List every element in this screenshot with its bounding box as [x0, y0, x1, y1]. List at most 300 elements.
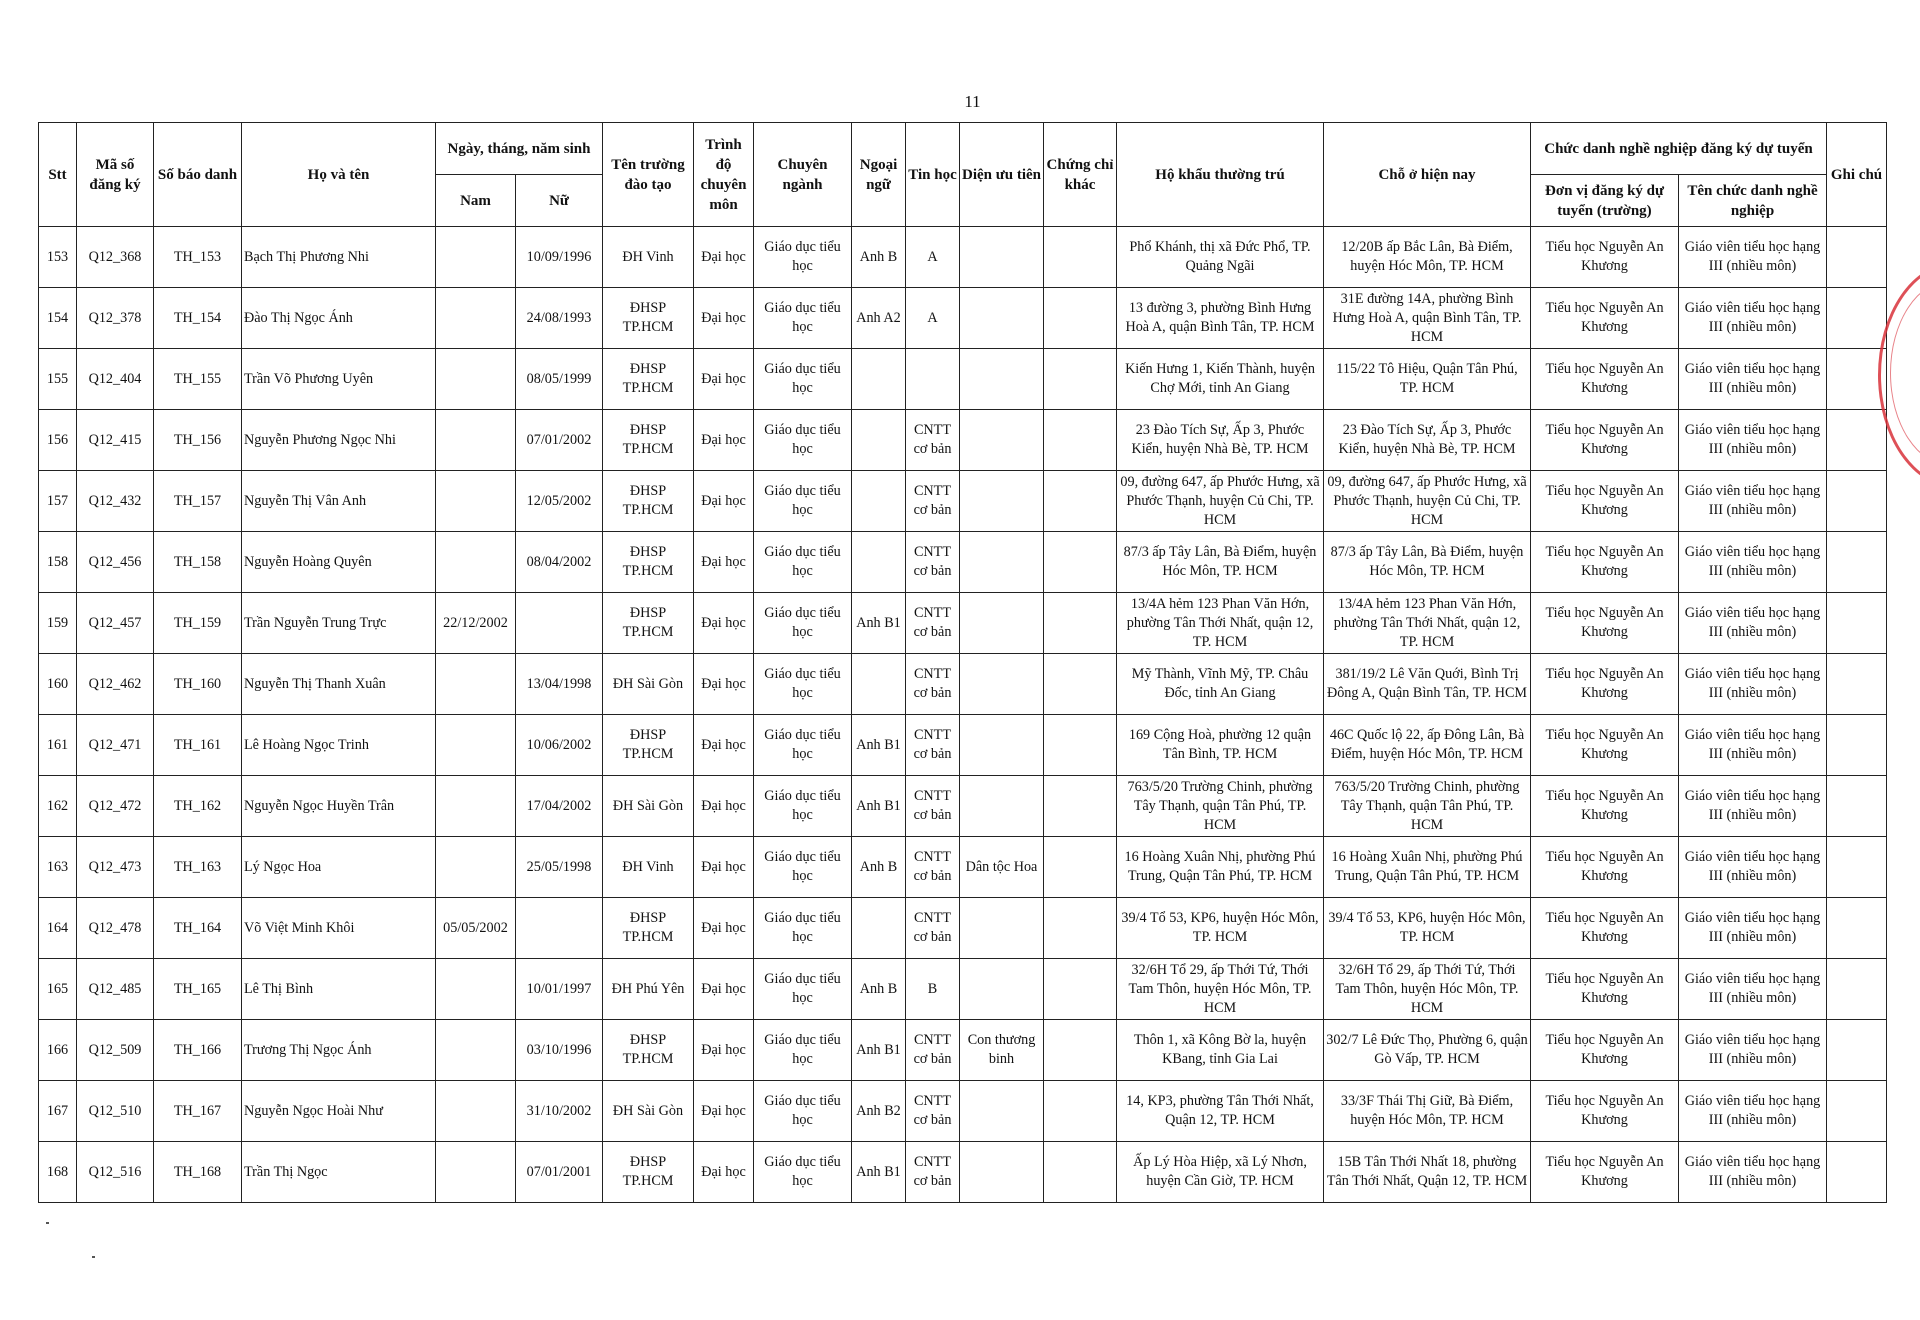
cell-so-bao-danh: TH_155 — [154, 349, 242, 410]
header-ngay-sinh: Ngày, tháng, năm sinh — [436, 123, 603, 175]
header-so-bao-danh: Số báo danh — [154, 123, 242, 227]
cell-truong: ĐHSP TP.HCM — [603, 471, 694, 532]
header-ghi-chu: Ghi chú — [1827, 123, 1887, 227]
header-ho-khau: Hộ khẩu thường trú — [1117, 123, 1324, 227]
header-chuyen-nganh: Chuyên ngành — [754, 123, 852, 227]
cell-ghi-chu — [1827, 1081, 1887, 1142]
cell-nam — [436, 776, 516, 837]
cell-don-vi: Tiểu học Nguyễn An Khương — [1531, 593, 1679, 654]
cell-ten-chuc-danh: Giáo viên tiểu học hạng III (nhiều môn) — [1679, 959, 1827, 1020]
table-row — [39, 532, 1887, 593]
page-number: 11 — [964, 92, 981, 111]
cell-tin-hoc: B — [906, 959, 960, 1020]
cell-stt: 167 — [39, 1081, 77, 1142]
cell-chuyen-nganh: Giáo dục tiểu học — [754, 1142, 852, 1203]
cell-don-vi: Tiểu học Nguyễn An Khương — [1531, 1020, 1679, 1081]
cell-stt: 168 — [39, 1142, 77, 1203]
cell-cho-o: 302/7 Lê Đức Thọ, Phường 6, quận Gò Vấp, TP. HCM — [1324, 1020, 1531, 1081]
cell-cho-o: 23 Đào Tích Sự, Ấp 3, Phước Kiển, huyện Nhà Bè, TP. HCM — [1324, 410, 1531, 471]
cell-dien-uu-tien — [960, 959, 1044, 1020]
cell-truong: ĐHSP TP.HCM — [603, 715, 694, 776]
cell-ho-ten: Nguyễn Phương Ngọc Nhi — [242, 410, 436, 471]
cell-cho-o: 13/4A hẻm 123 Phan Văn Hớn, phường Tân Thới Nhất, quận 12, TP. HCM — [1324, 593, 1531, 654]
cell-ho-ten: Võ Việt Minh Khôi — [242, 898, 436, 959]
cell-chung-chi — [1044, 532, 1117, 593]
cell-trinh-do: Đại học — [694, 593, 754, 654]
cell-trinh-do: Đại học — [694, 1020, 754, 1081]
cell-ghi-chu — [1827, 898, 1887, 959]
cell-stt: 155 — [39, 349, 77, 410]
cell-trinh-do: Đại học — [694, 837, 754, 898]
cell-nam — [436, 532, 516, 593]
cell-nu: 25/05/1998 — [516, 837, 603, 898]
cell-ghi-chu — [1827, 837, 1887, 898]
cell-trinh-do: Đại học — [694, 776, 754, 837]
cell-dien-uu-tien — [960, 715, 1044, 776]
cell-ma-so: Q12_485 — [77, 959, 154, 1020]
cell-chung-chi — [1044, 1081, 1117, 1142]
cell-ngoai-ngu — [852, 349, 906, 410]
cell-ho-khau: Kiến Hưng 1, Kiến Thành, huyện Chợ Mới, tỉnh An Giang — [1117, 349, 1324, 410]
cell-truong: ĐHSP TP.HCM — [603, 1020, 694, 1081]
cell-ho-ten: Lê Thị Bình — [242, 959, 436, 1020]
cell-ngoai-ngu: Anh B1 — [852, 776, 906, 837]
cell-ghi-chu — [1827, 1020, 1887, 1081]
cell-ho-khau: 87/3 ấp Tây Lân, Bà Điểm, huyện Hóc Môn, TP. HCM — [1117, 532, 1324, 593]
cell-truong: ĐH Sài Gòn — [603, 1081, 694, 1142]
header-tin-hoc: Tin học — [906, 123, 960, 227]
cell-nu — [516, 593, 603, 654]
cell-dien-uu-tien — [960, 1142, 1044, 1203]
cell-ghi-chu — [1827, 715, 1887, 776]
cell-nu: 08/05/1999 — [516, 349, 603, 410]
cell-stt: 160 — [39, 654, 77, 715]
cell-ho-khau: 16 Hoàng Xuân Nhị, phường Phú Trung, Quận Tân Phú, TP. HCM — [1117, 837, 1324, 898]
cell-truong: ĐH Sài Gòn — [603, 654, 694, 715]
cell-nu: 12/05/2002 — [516, 471, 603, 532]
cell-cho-o: 115/22 Tô Hiệu, Quận Tân Phú, TP. HCM — [1324, 349, 1531, 410]
cell-ma-so: Q12_509 — [77, 1020, 154, 1081]
table-row — [39, 837, 1887, 898]
cell-nam — [436, 1081, 516, 1142]
cell-nam — [436, 410, 516, 471]
cell-trinh-do: Đại học — [694, 715, 754, 776]
cell-nam — [436, 1020, 516, 1081]
cell-chung-chi — [1044, 288, 1117, 349]
cell-ho-ten: Lê Hoàng Ngọc Trinh — [242, 715, 436, 776]
cell-don-vi: Tiểu học Nguyễn An Khương — [1531, 1142, 1679, 1203]
scan-speck — [46, 1222, 49, 1224]
cell-ho-ten: Nguyễn Thị Vân Anh — [242, 471, 436, 532]
cell-ngoai-ngu: Anh B1 — [852, 1142, 906, 1203]
header-ho-ten: Họ và tên — [242, 123, 436, 227]
cell-ngoai-ngu: Anh A2 — [852, 288, 906, 349]
cell-ten-chuc-danh: Giáo viên tiểu học hạng III (nhiều môn) — [1679, 654, 1827, 715]
cell-ten-chuc-danh: Giáo viên tiểu học hạng III (nhiều môn) — [1679, 349, 1827, 410]
cell-so-bao-danh: TH_168 — [154, 1142, 242, 1203]
cell-ho-khau: 13 đường 3, phường Bình Hưng Hoà A, quận Bình Tân, TP. HCM — [1117, 288, 1324, 349]
cell-chung-chi — [1044, 776, 1117, 837]
cell-chuyen-nganh: Giáo dục tiểu học — [754, 532, 852, 593]
cell-nam — [436, 715, 516, 776]
cell-don-vi: Tiểu học Nguyễn An Khương — [1531, 959, 1679, 1020]
cell-ngoai-ngu: Anh B1 — [852, 593, 906, 654]
cell-ghi-chu — [1827, 959, 1887, 1020]
cell-truong: ĐHSP TP.HCM — [603, 410, 694, 471]
cell-so-bao-danh: TH_167 — [154, 1081, 242, 1142]
cell-nam — [436, 471, 516, 532]
cell-nam — [436, 227, 516, 288]
cell-cho-o: 33/3F Thái Thị Giữ, Bà Điểm, huyện Hóc Môn, TP. HCM — [1324, 1081, 1531, 1142]
cell-stt: 163 — [39, 837, 77, 898]
cell-tin-hoc: CNTT cơ bản — [906, 410, 960, 471]
cell-chuyen-nganh: Giáo dục tiểu học — [754, 410, 852, 471]
cell-ho-khau: Thôn 1, xã Kông Bờ la, huyện KBang, tỉnh Gia Lai — [1117, 1020, 1324, 1081]
cell-ma-so: Q12_456 — [77, 532, 154, 593]
cell-tin-hoc: CNTT cơ bản — [906, 654, 960, 715]
cell-don-vi: Tiểu học Nguyễn An Khương — [1531, 654, 1679, 715]
cell-truong: ĐHSP TP.HCM — [603, 349, 694, 410]
header-dien-uu-tien: Diện ưu tiên — [960, 123, 1044, 227]
table-row — [39, 898, 1887, 959]
table-row — [39, 593, 1887, 654]
header-ngoai-ngu: Ngoại ngữ — [852, 123, 906, 227]
cell-ngoai-ngu: Anh B — [852, 227, 906, 288]
header-trinh-do: Trình độ chuyên môn — [694, 123, 754, 227]
table-row — [39, 288, 1887, 349]
cell-nam — [436, 288, 516, 349]
cell-don-vi: Tiểu học Nguyễn An Khương — [1531, 715, 1679, 776]
registration-table — [38, 122, 1887, 1203]
table-row — [39, 1081, 1887, 1142]
cell-stt: 156 — [39, 410, 77, 471]
cell-chung-chi — [1044, 410, 1117, 471]
cell-stt: 165 — [39, 959, 77, 1020]
cell-ho-khau: 169 Cộng Hoà, phường 12 quận Tân Bình, TP. HCM — [1117, 715, 1324, 776]
cell-tin-hoc: CNTT cơ bản — [906, 776, 960, 837]
cell-nu: 07/01/2001 — [516, 1142, 603, 1203]
header-cho-o: Chỗ ở hiện nay — [1324, 123, 1531, 227]
cell-don-vi: Tiểu học Nguyễn An Khương — [1531, 837, 1679, 898]
cell-tin-hoc — [906, 349, 960, 410]
cell-ten-chuc-danh: Giáo viên tiểu học hạng III (nhiều môn) — [1679, 410, 1827, 471]
cell-cho-o: 381/19/2 Lê Văn Quới, Bình Trị Đông A, Quận Bình Tân, TP. HCM — [1324, 654, 1531, 715]
cell-nu: 13/04/1998 — [516, 654, 603, 715]
cell-trinh-do: Đại học — [694, 410, 754, 471]
cell-ten-chuc-danh: Giáo viên tiểu học hạng III (nhiều môn) — [1679, 1020, 1827, 1081]
header-nam: Nam — [436, 175, 516, 227]
cell-dien-uu-tien — [960, 410, 1044, 471]
header-ma-so: Mã số đăng ký — [77, 123, 154, 227]
cell-ma-so: Q12_510 — [77, 1081, 154, 1142]
cell-cho-o: 87/3 ấp Tây Lân, Bà Điểm, huyện Hóc Môn, TP. HCM — [1324, 532, 1531, 593]
cell-ho-ten: Nguyễn Ngọc Huyền Trân — [242, 776, 436, 837]
cell-ghi-chu — [1827, 1142, 1887, 1203]
cell-stt: 154 — [39, 288, 77, 349]
cell-ma-so: Q12_378 — [77, 288, 154, 349]
cell-ma-so: Q12_478 — [77, 898, 154, 959]
cell-ho-khau: Ấp Lý Hòa Hiệp, xã Lý Nhơn, huyện Cần Giờ, TP. HCM — [1117, 1142, 1324, 1203]
cell-cho-o: 16 Hoàng Xuân Nhị, phường Phú Trung, Quận Tân Phú, TP. HCM — [1324, 837, 1531, 898]
cell-ghi-chu — [1827, 227, 1887, 288]
table-row — [39, 654, 1887, 715]
cell-so-bao-danh: TH_156 — [154, 410, 242, 471]
cell-truong: ĐHSP TP.HCM — [603, 532, 694, 593]
cell-don-vi: Tiểu học Nguyễn An Khương — [1531, 532, 1679, 593]
header-nu: Nữ — [516, 175, 603, 227]
cell-dien-uu-tien — [960, 1081, 1044, 1142]
cell-tin-hoc: CNTT cơ bản — [906, 1142, 960, 1203]
cell-ten-chuc-danh: Giáo viên tiểu học hạng III (nhiều môn) — [1679, 715, 1827, 776]
cell-chuyen-nganh: Giáo dục tiểu học — [754, 1081, 852, 1142]
cell-ghi-chu — [1827, 776, 1887, 837]
cell-dien-uu-tien — [960, 776, 1044, 837]
cell-don-vi: Tiểu học Nguyễn An Khương — [1531, 349, 1679, 410]
cell-trinh-do: Đại học — [694, 1081, 754, 1142]
cell-nu: 31/10/2002 — [516, 1081, 603, 1142]
cell-dien-uu-tien: Con thương binh — [960, 1020, 1044, 1081]
scan-speck — [92, 1256, 95, 1258]
cell-dien-uu-tien — [960, 654, 1044, 715]
cell-ghi-chu — [1827, 410, 1887, 471]
cell-ma-so: Q12_473 — [77, 837, 154, 898]
cell-nam — [436, 837, 516, 898]
cell-nam: 05/05/2002 — [436, 898, 516, 959]
header-don-vi: Đơn vị đăng ký dự tuyển (trường) — [1531, 175, 1679, 227]
cell-tin-hoc: A — [906, 227, 960, 288]
cell-don-vi: Tiểu học Nguyễn An Khương — [1531, 227, 1679, 288]
cell-cho-o: 46C Quốc lộ 22, ấp Đông Lân, Bà Điểm, huyện Hóc Môn, TP. HCM — [1324, 715, 1531, 776]
cell-ghi-chu — [1827, 471, 1887, 532]
cell-don-vi: Tiểu học Nguyễn An Khương — [1531, 1081, 1679, 1142]
cell-ma-so: Q12_404 — [77, 349, 154, 410]
cell-ho-ten: Bạch Thị Phương Nhi — [242, 227, 436, 288]
cell-ten-chuc-danh: Giáo viên tiểu học hạng III (nhiều môn) — [1679, 898, 1827, 959]
cell-cho-o: 15B Tân Thới Nhất 18, phường Tân Thới Nhất, Quận 12, TP. HCM — [1324, 1142, 1531, 1203]
cell-ngoai-ngu: Anh B — [852, 959, 906, 1020]
cell-dien-uu-tien — [960, 471, 1044, 532]
cell-nam — [436, 654, 516, 715]
cell-chung-chi — [1044, 654, 1117, 715]
cell-chuyen-nganh: Giáo dục tiểu học — [754, 471, 852, 532]
cell-so-bao-danh: TH_166 — [154, 1020, 242, 1081]
cell-stt: 153 — [39, 227, 77, 288]
cell-dien-uu-tien — [960, 349, 1044, 410]
cell-ho-khau: 13/4A hẻm 123 Phan Văn Hớn, phường Tân Thới Nhất, quận 12, TP. HCM — [1117, 593, 1324, 654]
cell-trinh-do: Đại học — [694, 654, 754, 715]
cell-chuyen-nganh: Giáo dục tiểu học — [754, 654, 852, 715]
cell-ngoai-ngu — [852, 532, 906, 593]
cell-truong: ĐHSP TP.HCM — [603, 288, 694, 349]
cell-ho-khau: Phổ Khánh, thị xã Đức Phổ, TP. Quảng Ngãi — [1117, 227, 1324, 288]
cell-ghi-chu — [1827, 593, 1887, 654]
cell-so-bao-danh: TH_153 — [154, 227, 242, 288]
cell-ma-so: Q12_471 — [77, 715, 154, 776]
cell-ho-khau: 763/5/20 Trường Chinh, phường Tây Thạnh, quận Tân Phú, TP. HCM — [1117, 776, 1324, 837]
cell-stt: 158 — [39, 532, 77, 593]
cell-ho-khau: 39/4 Tổ 53, KP6, huyện Hóc Môn, TP. HCM — [1117, 898, 1324, 959]
cell-chung-chi — [1044, 837, 1117, 898]
cell-tin-hoc: CNTT cơ bản — [906, 837, 960, 898]
cell-so-bao-danh: TH_165 — [154, 959, 242, 1020]
cell-nu: 08/04/2002 — [516, 532, 603, 593]
cell-cho-o: 32/6H Tổ 29, ấp Thới Tứ, Thới Tam Thôn, huyện Hóc Môn, TP. HCM — [1324, 959, 1531, 1020]
header-ten-chuc-danh: Tên chức danh nghề nghiệp — [1679, 175, 1827, 227]
cell-ho-khau: 14, KP3, phường Tân Thới Nhất, Quận 12, TP. HCM — [1117, 1081, 1324, 1142]
cell-ma-so: Q12_368 — [77, 227, 154, 288]
cell-ma-so: Q12_472 — [77, 776, 154, 837]
cell-chuyen-nganh: Giáo dục tiểu học — [754, 776, 852, 837]
cell-chuyen-nganh: Giáo dục tiểu học — [754, 593, 852, 654]
cell-truong: ĐH Vinh — [603, 837, 694, 898]
cell-truong: ĐH Phú Yên — [603, 959, 694, 1020]
cell-ho-khau: Mỹ Thành, Vĩnh Mỹ, TP. Châu Đốc, tỉnh An Giang — [1117, 654, 1324, 715]
cell-stt: 161 — [39, 715, 77, 776]
table-row — [39, 471, 1887, 532]
table-row — [39, 959, 1887, 1020]
cell-truong: ĐH Sài Gòn — [603, 776, 694, 837]
cell-ho-ten: Trần Thị Ngọc — [242, 1142, 436, 1203]
cell-tin-hoc: CNTT cơ bản — [906, 1081, 960, 1142]
cell-ma-so: Q12_415 — [77, 410, 154, 471]
cell-ghi-chu — [1827, 532, 1887, 593]
cell-cho-o: 09, đường 647, ấp Phước Hưng, xã Phước Thạnh, huyện Củ Chi, TP. HCM — [1324, 471, 1531, 532]
cell-don-vi: Tiểu học Nguyễn An Khương — [1531, 288, 1679, 349]
cell-stt: 157 — [39, 471, 77, 532]
cell-stt: 164 — [39, 898, 77, 959]
cell-chuyen-nganh: Giáo dục tiểu học — [754, 1020, 852, 1081]
cell-don-vi: Tiểu học Nguyễn An Khương — [1531, 776, 1679, 837]
cell-chuyen-nganh: Giáo dục tiểu học — [754, 288, 852, 349]
cell-nam — [436, 1142, 516, 1203]
table-header — [39, 123, 1887, 227]
cell-nam — [436, 959, 516, 1020]
cell-ten-chuc-danh: Giáo viên tiểu học hạng III (nhiều môn) — [1679, 532, 1827, 593]
cell-tin-hoc: CNTT cơ bản — [906, 898, 960, 959]
cell-ngoai-ngu: Anh B2 — [852, 1081, 906, 1142]
cell-stt: 159 — [39, 593, 77, 654]
cell-nam — [436, 349, 516, 410]
cell-dien-uu-tien — [960, 227, 1044, 288]
cell-so-bao-danh: TH_159 — [154, 593, 242, 654]
cell-so-bao-danh: TH_157 — [154, 471, 242, 532]
cell-cho-o: 12/20B ấp Bắc Lân, Bà Điểm, huyện Hóc Môn, TP. HCM — [1324, 227, 1531, 288]
cell-chung-chi — [1044, 1142, 1117, 1203]
cell-stt: 166 — [39, 1020, 77, 1081]
cell-chung-chi — [1044, 227, 1117, 288]
cell-chuyen-nganh: Giáo dục tiểu học — [754, 715, 852, 776]
cell-trinh-do: Đại học — [694, 532, 754, 593]
cell-ten-chuc-danh: Giáo viên tiểu học hạng III (nhiều môn) — [1679, 593, 1827, 654]
cell-ho-ten: Nguyễn Ngọc Hoài Như — [242, 1081, 436, 1142]
cell-ten-chuc-danh: Giáo viên tiểu học hạng III (nhiều môn) — [1679, 837, 1827, 898]
cell-dien-uu-tien — [960, 532, 1044, 593]
cell-chuyen-nganh: Giáo dục tiểu học — [754, 349, 852, 410]
cell-dien-uu-tien: Dân tộc Hoa — [960, 837, 1044, 898]
cell-chung-chi — [1044, 898, 1117, 959]
cell-cho-o: 763/5/20 Trường Chinh, phường Tây Thạnh, quận Tân Phú, TP. HCM — [1324, 776, 1531, 837]
cell-dien-uu-tien — [960, 898, 1044, 959]
cell-ma-so: Q12_432 — [77, 471, 154, 532]
cell-dien-uu-tien — [960, 288, 1044, 349]
header-chung-chi: Chứng chỉ khác — [1044, 123, 1117, 227]
cell-chuyen-nganh: Giáo dục tiểu học — [754, 837, 852, 898]
cell-ngoai-ngu: Anh B1 — [852, 1020, 906, 1081]
cell-so-bao-danh: TH_160 — [154, 654, 242, 715]
cell-ma-so: Q12_516 — [77, 1142, 154, 1203]
cell-nu: 07/01/2002 — [516, 410, 603, 471]
cell-so-bao-danh: TH_163 — [154, 837, 242, 898]
cell-ngoai-ngu — [852, 654, 906, 715]
cell-chung-chi — [1044, 959, 1117, 1020]
cell-chung-chi — [1044, 471, 1117, 532]
cell-trinh-do: Đại học — [694, 349, 754, 410]
cell-ho-ten: Nguyễn Hoàng Quyên — [242, 532, 436, 593]
cell-trinh-do: Đại học — [694, 898, 754, 959]
cell-don-vi: Tiểu học Nguyễn An Khương — [1531, 898, 1679, 959]
header-chuc-danh: Chức danh nghề nghiệp đăng ký dự tuyển — [1531, 123, 1827, 175]
cell-tin-hoc: CNTT cơ bản — [906, 532, 960, 593]
cell-nu: 03/10/1996 — [516, 1020, 603, 1081]
cell-tin-hoc: CNTT cơ bản — [906, 715, 960, 776]
cell-chuyen-nganh: Giáo dục tiểu học — [754, 898, 852, 959]
cell-ho-ten: Đào Thị Ngọc Ánh — [242, 288, 436, 349]
cell-don-vi: Tiểu học Nguyễn An Khương — [1531, 471, 1679, 532]
cell-ngoai-ngu: Anh B1 — [852, 715, 906, 776]
table-row — [39, 776, 1887, 837]
cell-ten-chuc-danh: Giáo viên tiểu học hạng III (nhiều môn) — [1679, 1142, 1827, 1203]
cell-trinh-do: Đại học — [694, 471, 754, 532]
cell-ngoai-ngu — [852, 471, 906, 532]
cell-tin-hoc: A — [906, 288, 960, 349]
cell-tin-hoc: CNTT cơ bản — [906, 471, 960, 532]
cell-nam: 22/12/2002 — [436, 593, 516, 654]
cell-ho-khau: 09, đường 647, ấp Phước Hưng, xã Phước Thạnh, huyện Củ Chi, TP. HCM — [1117, 471, 1324, 532]
cell-chung-chi — [1044, 1020, 1117, 1081]
cell-don-vi: Tiểu học Nguyễn An Khương — [1531, 410, 1679, 471]
header-truong: Tên trường đào tạo — [603, 123, 694, 227]
cell-so-bao-danh: TH_161 — [154, 715, 242, 776]
cell-chung-chi — [1044, 715, 1117, 776]
header-stt: Stt — [39, 123, 77, 227]
cell-nu: 10/06/2002 — [516, 715, 603, 776]
cell-trinh-do: Đại học — [694, 959, 754, 1020]
cell-ten-chuc-danh: Giáo viên tiểu học hạng III (nhiều môn) — [1679, 227, 1827, 288]
cell-ghi-chu — [1827, 288, 1887, 349]
cell-chuyen-nganh: Giáo dục tiểu học — [754, 227, 852, 288]
cell-ho-khau: 32/6H Tổ 29, ấp Thới Tứ, Thới Tam Thôn, huyện Hóc Môn, TP. HCM — [1117, 959, 1324, 1020]
table-row — [39, 227, 1887, 288]
cell-trinh-do: Đại học — [694, 288, 754, 349]
table-row — [39, 410, 1887, 471]
table-row — [39, 1142, 1887, 1203]
cell-so-bao-danh: TH_158 — [154, 532, 242, 593]
cell-trinh-do: Đại học — [694, 1142, 754, 1203]
table-row — [39, 715, 1887, 776]
cell-ghi-chu — [1827, 654, 1887, 715]
cell-chung-chi — [1044, 593, 1117, 654]
cell-ho-khau: 23 Đào Tích Sự, Ấp 3, Phước Kiển, huyện Nhà Bè, TP. HCM — [1117, 410, 1324, 471]
cell-tin-hoc: CNTT cơ bản — [906, 1020, 960, 1081]
cell-so-bao-danh: TH_154 — [154, 288, 242, 349]
cell-nu: 10/09/1996 — [516, 227, 603, 288]
cell-ma-so: Q12_462 — [77, 654, 154, 715]
cell-truong: ĐHSP TP.HCM — [603, 1142, 694, 1203]
table-body — [39, 227, 1887, 1203]
cell-trinh-do: Đại học — [694, 227, 754, 288]
cell-nu: 17/04/2002 — [516, 776, 603, 837]
cell-ten-chuc-danh: Giáo viên tiểu học hạng III (nhiều môn) — [1679, 471, 1827, 532]
